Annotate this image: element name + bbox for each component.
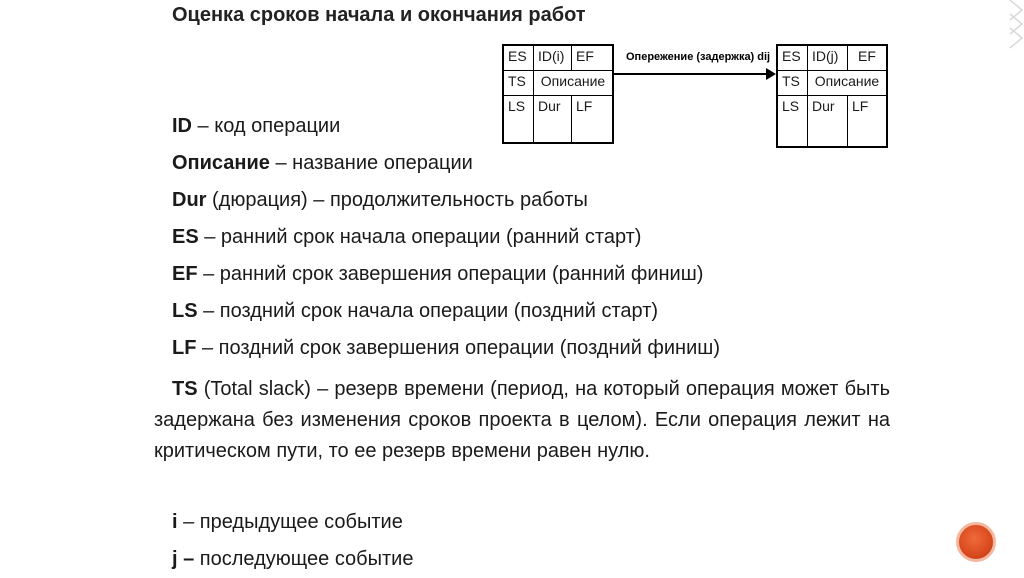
- node-left-description: Описание: [540, 73, 606, 89]
- definition-text: – название операции: [269, 152, 473, 174]
- node-right-dur: Dur: [808, 96, 848, 146]
- event-term: j –: [172, 548, 195, 570]
- node-right-description: Описание: [814, 73, 880, 89]
- node-right-lf: LF: [852, 98, 869, 114]
- definition-item: [172, 293, 892, 330]
- definition-term: ID: [172, 115, 192, 137]
- arrow-line: [614, 73, 774, 75]
- event-text: последующее событие: [194, 548, 414, 570]
- node-right-ls: LS: [778, 96, 808, 146]
- definition-term: ES: [172, 226, 199, 248]
- arrow-head-icon: [766, 68, 776, 80]
- node-left-ef: EF: [576, 48, 594, 64]
- definition-text: – ранний срок завершения операции (ранний финиш): [197, 263, 704, 285]
- definition-item: [172, 330, 892, 367]
- definition-term: Описание: [172, 152, 270, 174]
- definition-item: [172, 182, 892, 219]
- ts-definition: [154, 374, 890, 467]
- definitions-list: [172, 108, 892, 367]
- decorative-chevrons-icon: [984, 0, 1024, 574]
- node-right-ts: TS: [778, 71, 808, 95]
- node-left-ls: LS: [504, 96, 534, 142]
- slide-navigation-circle-icon[interactable]: [956, 522, 996, 562]
- node-right-es: ES: [778, 46, 808, 70]
- node-left-es: ES: [504, 46, 534, 70]
- event-term: i: [172, 511, 178, 533]
- event-item: [172, 504, 413, 541]
- definition-text: – ранний срок начала операции (ранний старт): [198, 226, 642, 248]
- event-text: – предыдущее событие: [177, 511, 403, 533]
- definition-text: – поздний срок начала операции (поздний старт): [197, 300, 659, 322]
- node-left-ts: TS: [504, 71, 534, 95]
- arrow-label: Опережение (задержка) dij: [626, 51, 771, 63]
- definition-term: LF: [172, 337, 197, 359]
- definition-term: LS: [172, 300, 198, 322]
- definition-item: [172, 256, 892, 293]
- event-item: [172, 541, 413, 578]
- definition-text: – поздний срок завершения операции (поздний финиш): [196, 337, 720, 359]
- definition-text: – код операции: [192, 115, 341, 137]
- definition-item: [172, 145, 892, 182]
- definition-term: EF: [172, 263, 198, 285]
- definition-text: (дюрация) – продолжительность работы: [206, 189, 588, 211]
- node-right-id: ID(j): [808, 46, 848, 70]
- definition-item: [172, 219, 892, 256]
- node-left-dur: Dur: [534, 96, 572, 142]
- node-left-lf: LF: [576, 98, 593, 114]
- definition-item: [172, 108, 892, 145]
- ts-text: (Total slack) – резерв времени (период, на который операция может быть задержана без изменения сроков проекта в целом). Если операция лежит на критическом пути, то ее резерв времени равен нулю.: [154, 378, 890, 462]
- ts-term: TS: [172, 378, 198, 400]
- slide-title: Оценка сроков начала и окончания работ: [172, 4, 586, 26]
- node-right-ef: EF: [858, 48, 876, 64]
- definition-term: Dur: [172, 189, 207, 211]
- node-left-id: ID(i): [534, 46, 572, 70]
- events-list: [172, 504, 413, 578]
